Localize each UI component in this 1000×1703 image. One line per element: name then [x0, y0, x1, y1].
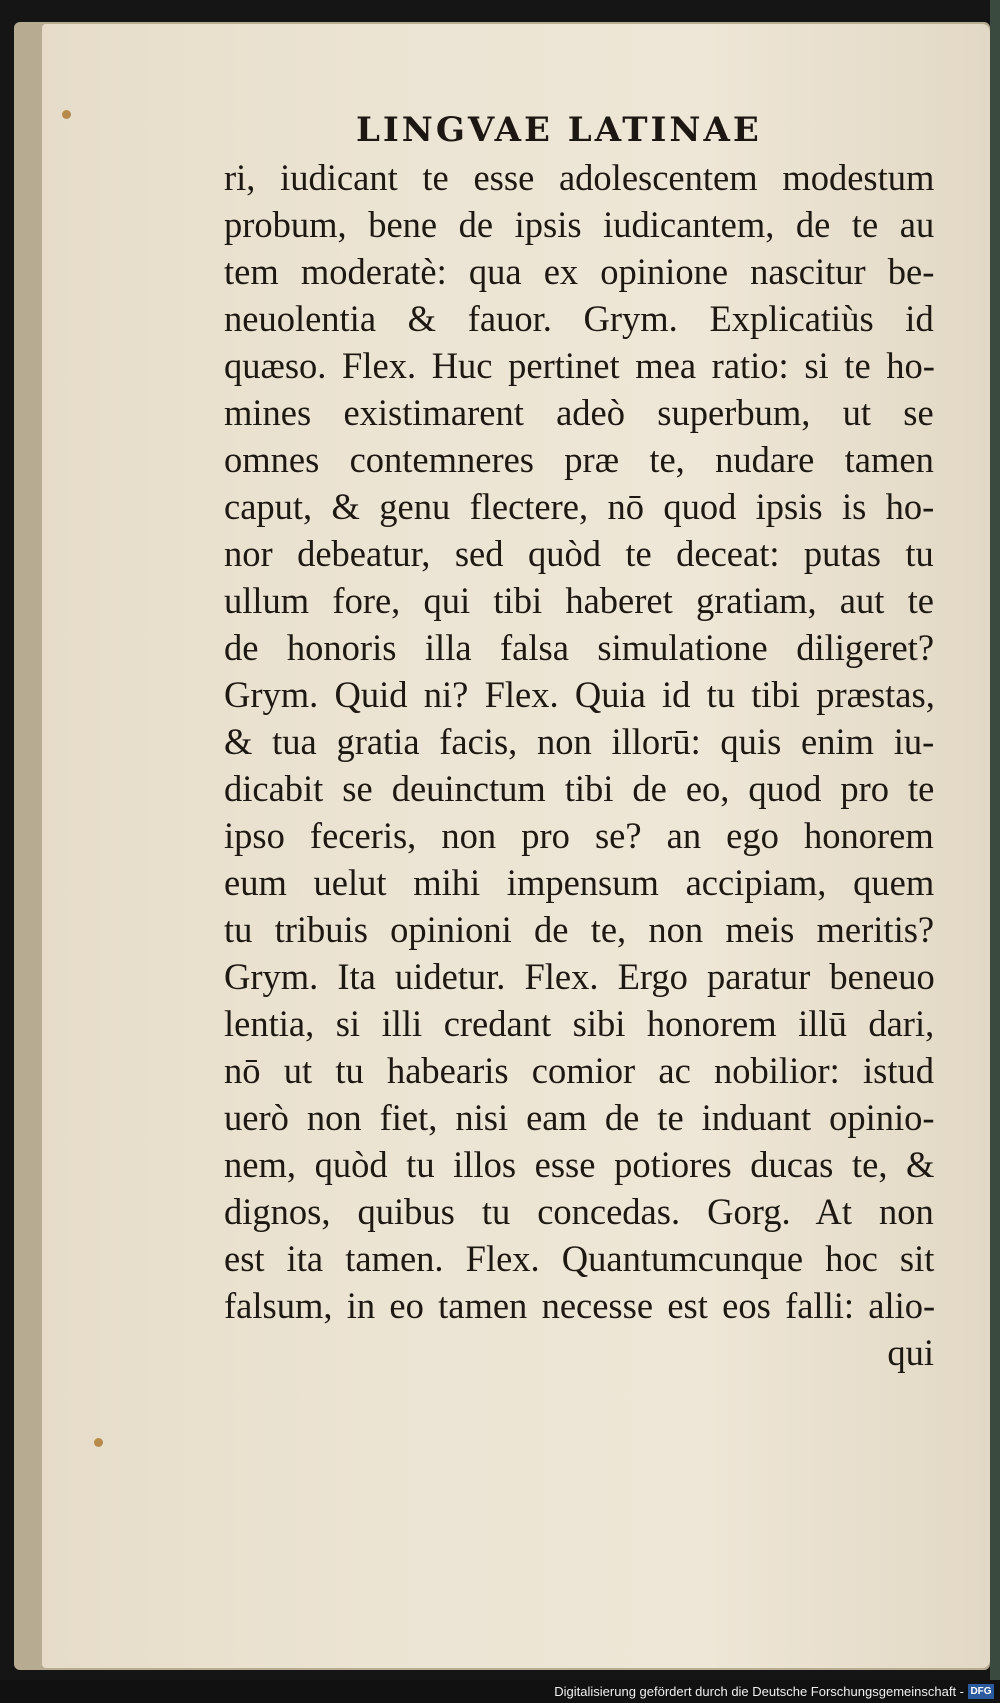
text-line-content: Grym. Ita uidetur. Flex. Ergo paratur beneuo	[224, 956, 935, 997]
footer-bar	[0, 1680, 1000, 1703]
text-line	[224, 906, 936, 953]
text-line-content: quæso. Flex. Huc pertinet mea ratio: si te ho-	[224, 345, 935, 386]
text-line-content: Grym. Quid ni? Flex. Quia id tu tibi præstas,	[224, 674, 935, 715]
running-head: LINGVAE LATINAE	[356, 110, 762, 150]
body-text	[224, 154, 936, 1376]
text-line-content: neuolentia & fauor. Grym. Explicatiùs id	[224, 298, 934, 339]
text-line	[224, 812, 936, 859]
text-line-content: nor debeatur, sed quòd te deceat: putas tu	[224, 533, 934, 574]
text-line-content: eum uelut mihi impensum accipiam, quem	[224, 862, 935, 903]
text-line	[224, 1329, 936, 1376]
text-line	[224, 1235, 936, 1282]
text-line	[224, 1141, 936, 1188]
text-line-content: & tua gratia facis, non illorū: quis enim iu-	[224, 721, 935, 762]
text-line-content: caput, & genu flectere, nō quod ipsis is ho-	[224, 486, 935, 527]
text-line	[224, 1000, 936, 1047]
paper-spot	[94, 1438, 103, 1447]
text-line	[224, 1282, 936, 1329]
text-line-content: probum, bene de ipsis iudicantem, de te au	[224, 204, 935, 245]
text-line-content: de honoris illa falsa simulatione diligeret?	[224, 627, 935, 668]
text-line	[224, 671, 936, 718]
text-line	[224, 436, 936, 483]
text-line-content: ri, iudicant te esse adolescentem modestum	[224, 157, 935, 198]
text-line-content: ipso feceris, non pro se? an ego honorem	[224, 815, 934, 856]
footer-credit: Digitalisierung gefördert durch die Deutsche Forschungsgemeinschaft -	[554, 1684, 964, 1699]
text-line-content: nem, quòd tu illos esse potiores ducas te, &	[224, 1144, 935, 1185]
text-line	[224, 718, 936, 765]
dfg-logo: DFG	[968, 1684, 994, 1699]
text-line-content: lentia, si illi credant sibi honorem illū dari,	[224, 1003, 935, 1044]
text-line	[224, 154, 936, 201]
ruler-strip	[990, 0, 1000, 1680]
text-line-content: uerò non fiet, nisi eam de te induant opinio-	[224, 1097, 935, 1138]
text-line-content: dignos, quibus tu concedas. Gorg. At non	[224, 1191, 934, 1232]
text-line-content: nō ut tu habearis comior ac nobilior: istud	[224, 1050, 934, 1091]
text-line-content: tem moderatè: qua ex opinione nascitur be-	[224, 251, 935, 292]
text-line	[224, 342, 936, 389]
text-line-content: ullum fore, qui tibi haberet gratiam, aut te	[224, 580, 934, 621]
text-line	[224, 1188, 936, 1235]
text-line	[224, 389, 936, 436]
text-line	[224, 765, 936, 812]
text-line	[224, 201, 936, 248]
text-line	[224, 1094, 936, 1141]
text-line	[224, 624, 936, 671]
text-line-content: tu tribuis opinioni de te, non meis meritis?	[224, 909, 935, 950]
text-line	[224, 577, 936, 624]
text-line	[224, 248, 936, 295]
text-line	[224, 483, 936, 530]
text-line-content: omnes contemneres præ te, nudare tamen	[224, 439, 934, 480]
text-line-content: est ita tamen. Flex. Quantumcunque hoc sit	[224, 1238, 935, 1279]
text-line-content: qui	[887, 1332, 934, 1373]
text-line	[224, 953, 936, 1000]
text-line	[224, 859, 936, 906]
text-line	[224, 530, 936, 577]
text-line-content: mines existimarent adeò superbum, ut se	[224, 392, 934, 433]
paper-spot	[62, 110, 71, 119]
text-line-content: falsum, in eo tamen necesse est eos falli: alio-	[224, 1285, 936, 1326]
text-line	[224, 1047, 936, 1094]
text-line-content: dicabit se deuinctum tibi de eo, quod pro te	[224, 768, 935, 809]
text-line	[224, 295, 936, 342]
